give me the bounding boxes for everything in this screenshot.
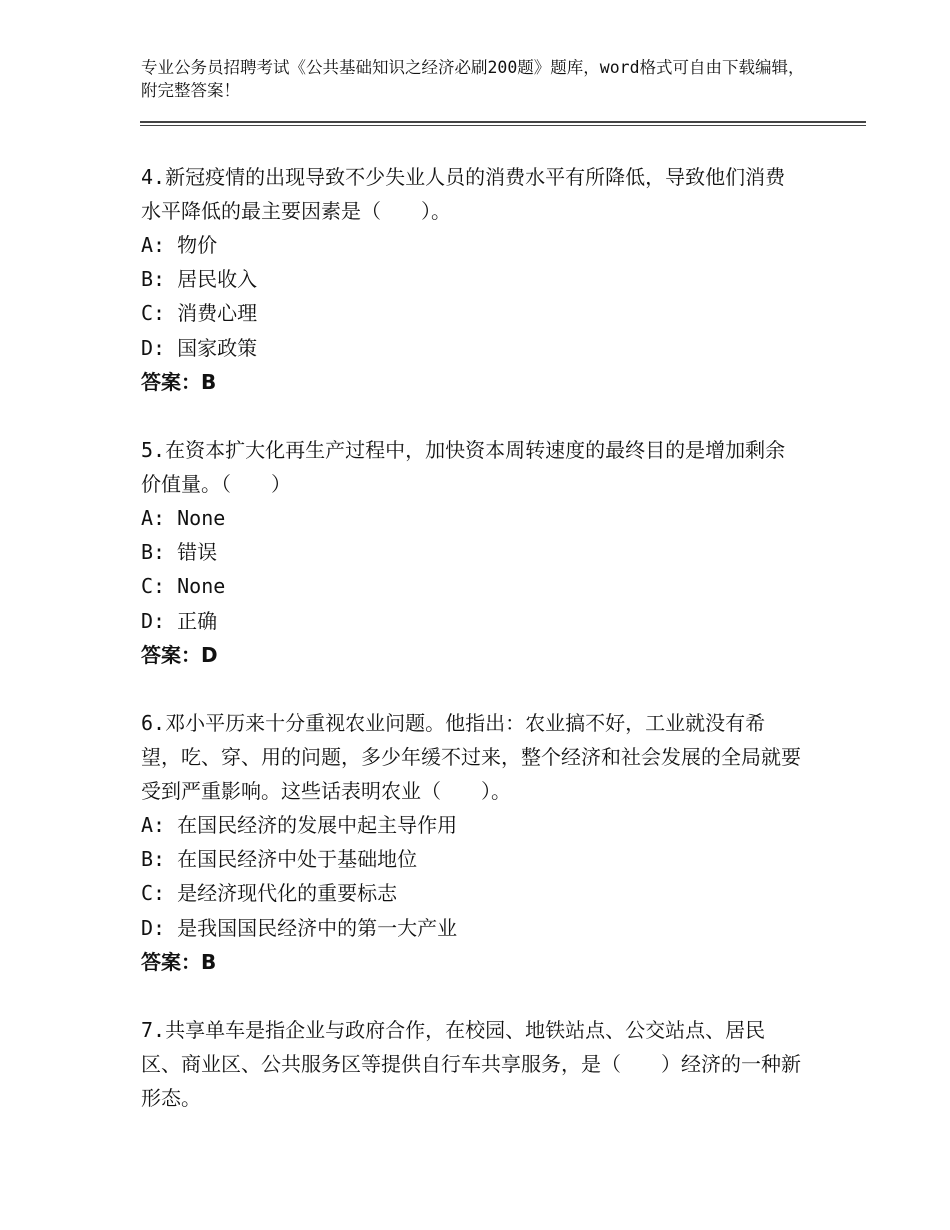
question-4 [141,160,801,399]
option-b: B: 在国民经济中处于基础地位 [141,847,418,872]
option-d: D: 正确 [141,608,218,633]
option-c: C: None [141,574,226,599]
option-d: D: 国家政策 [141,335,258,360]
option-a: A: None [141,506,226,530]
question-6 [141,706,801,979]
answer: 答案：B [141,949,217,974]
option-a: A: 在国民经济的发展中起主导作用 [141,813,458,837]
header-divider-thin [140,125,866,126]
option-c: C: 消费心理 [141,301,258,326]
option-c: C: 是经济现代化的重要标志 [141,881,398,906]
question-text: 7.共享单车是指企业与政府合作，在校园、地铁站点、公交站点、居民区、商业区、公共服务区等提供自行车共享服务，是（ ）经济的一种新形态。 [141,1018,801,1110]
option-d: D: 是我国国民经济中的第一大产业 [141,915,458,940]
header-divider [140,121,866,123]
question-5 [141,433,801,672]
question-text: 4.新冠疫情的出现导致不少失业人员的消费水平有所降低，导致他们消费水平降低的最主要因素是（ ）。 [141,165,786,223]
answer: 答案：B [141,369,217,394]
question-text: 6.邓小平历来十分重视农业问题。他指出：农业搞不好，工业就没有希望，吃、穿、用的问题，多少年缓不过来，整个经济和社会发展的全局就要受到严重影响。这些话表明农业（ ）。 [141,711,801,803]
answer: 答案：D [141,642,218,667]
option-b: B: 居民收入 [141,267,258,292]
header-note: 专业公务员招聘考试《公共基础知识之经济必刷200题》题库，word格式可自由下载编辑，附完整答案！ [141,58,805,100]
option-a: A: 物价 [141,233,218,257]
question-7 [141,1013,801,1115]
option-b: B: 错误 [141,540,218,565]
question-text: 5.在资本扩大化再生产过程中，加快资本周转速度的最终目的是增加剩余价值量。（ ） [141,438,786,496]
